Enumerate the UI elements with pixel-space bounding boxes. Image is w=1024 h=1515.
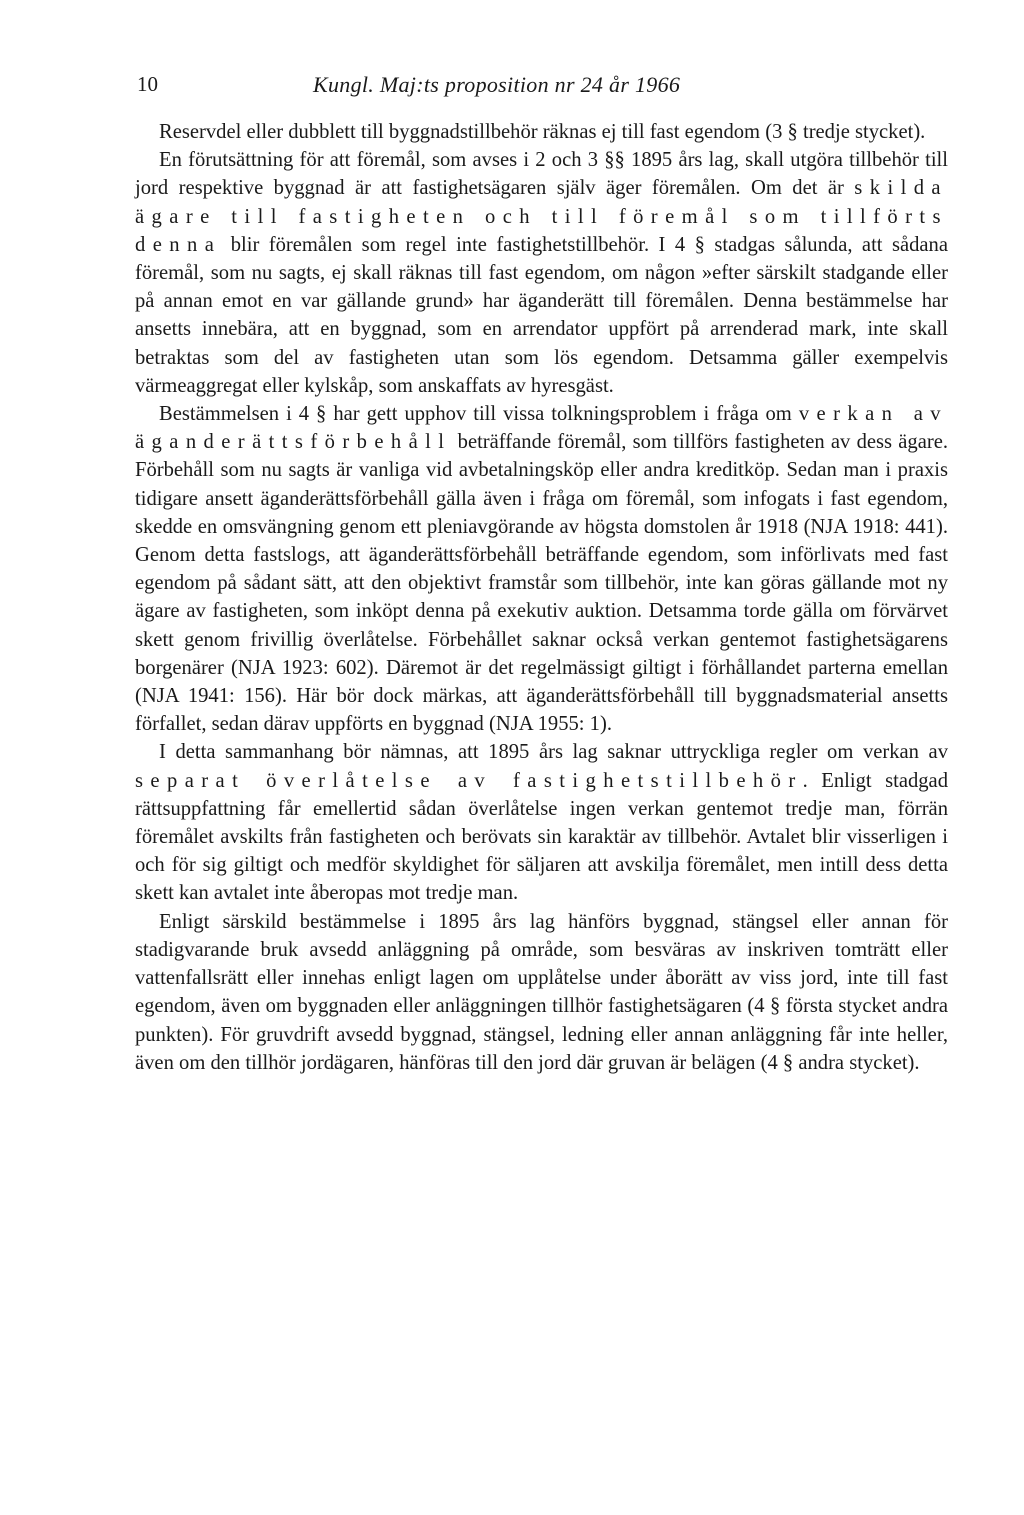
text-segment: blir föremålen som regel inte fastighetstillbehör. I 4 § stadgas sålunda, att sådana föremål, som nu sagts, ej skall räknas till fast egendom, om någon »efter särskilt stadgande eller på annan emot en var gällande grund» har äganderätt till föremålen. Denna bestämmelse har ansetts innebära, att en byggnad, som en arrendator uppfört på arrenderad mark, inte skall betraktas som del av fastigheten utan som lös egendom. Detsamma gäller exempelvis värmeaggregat eller kylskåp, som anskaffats av hyresgäst. xyxy=(135,233,948,397)
text-segment: Bestämmelsen i 4 § har gett upphov till vissa tolkningsproblem i fråga om xyxy=(159,403,799,426)
paragraph-5 xyxy=(135,908,948,1077)
page-number: 10 xyxy=(137,72,158,96)
text-segment: Reservdel eller dubblett till byggnadstillbehör räknas ej till fast egendom (3 § tredje stycket). xyxy=(159,121,926,143)
text-segment: En förutsättning för att föremål, som avses i 2 och 3 §§ 1895 års lag, skall utgöra tillbehör till jord respektive byggnad är att fastighetsägaren själv äger föremålen. Om det är xyxy=(135,149,948,200)
running-title: Kungl. Maj:ts proposition nr 24 år 1966 xyxy=(313,72,681,97)
emphasized-term: skilda ägare till fastigheten och till föremål som tillförts denna xyxy=(135,177,948,256)
text-segment: beträffande föremål, som tillförs fastigheten av dess ägare. Förbehåll som nu sagts är vanliga vid avbetalningsköp eller andra kreditköp. Sedan man i praxis tidigare ansett äganderättsförbehåll gälla även i fråga om föremål, som infogats i fast egendom, skedde en omsvängning genom ett pleniavgörande av högsta domstolen år 1918 (NJA 1918: 441). Genom detta fastslogs, att äganderättsförbehåll beträffande egendom, som införlivats med fast egendom på sådant sätt, att den objektivt framstår som tillbehör, inte kan göras gällande mot ny ägare av fastigheten, som inköpt denna på exekutiv auktion. Detsamma torde gälla om förvärvet skett genom frivillig överlåtelse. Förbehållet saknar också verkan gentemot fastighetsägarens borgenärer (NJA 1923: 602). Däremot är det regelmässigt giltigt i förhållandet parterna emellan (NJA 1941: 156). Här bör dock märkas, att äganderättsförbehåll till byggnadsmaterial ansetts förfallet, sedan därav uppförts en byggnad (NJA 1955: 1). xyxy=(135,431,948,736)
paragraph-1 xyxy=(135,118,948,146)
text-segment: I detta sammanhang bör nämnas, att 1895 års lag saknar uttryckliga regler om verkan av xyxy=(159,741,948,764)
paragraph-2 xyxy=(135,146,948,400)
emphasized-term: separat överlåtelse av fastighetstillbehör xyxy=(135,769,803,792)
text-segment: Enligt särskild bestämmelse i 1895 års lag hänförs byggnad, stängsel eller annan för stadigvarande bruk avsedd anläggning på område, som besväras av inskriven tomträtt eller vattenfallsrätt eller innehas enligt lagen om upplåtelse under åborätt av viss jord, inte till fast egendom, även om byggnaden eller anläggningen tillhör fastighetsägaren (4 § första stycket andra punkten). För gruvdrift avsedd byggnad, stängsel, ledning eller annan anläggning får inte heller, även om den tillhör jordägaren, hänföras till den jord där gruvan är belägen (4 § andra stycket). xyxy=(135,910,948,1074)
emphasized-term: verkan av äganderättsförbehåll xyxy=(135,403,949,454)
body-text xyxy=(135,118,948,1077)
text-segment: . Enligt stadgad rättsuppfattning får emellertid sådan överlåtelse ingen verkan gentemot tredje man, förrän föremålet avskilts från fastigheten och berövats sin karaktär av tillbehör. Avtalet blir visserligen i och för sig giltigt och medför skyldighet för säljaren att avskilja föremålet, men intill dess detta skett kan avtalet inte åberopas mot tredje man. xyxy=(135,769,948,905)
page-header xyxy=(137,72,947,108)
paragraph-3 xyxy=(135,400,948,738)
paragraph-4 xyxy=(135,738,948,907)
